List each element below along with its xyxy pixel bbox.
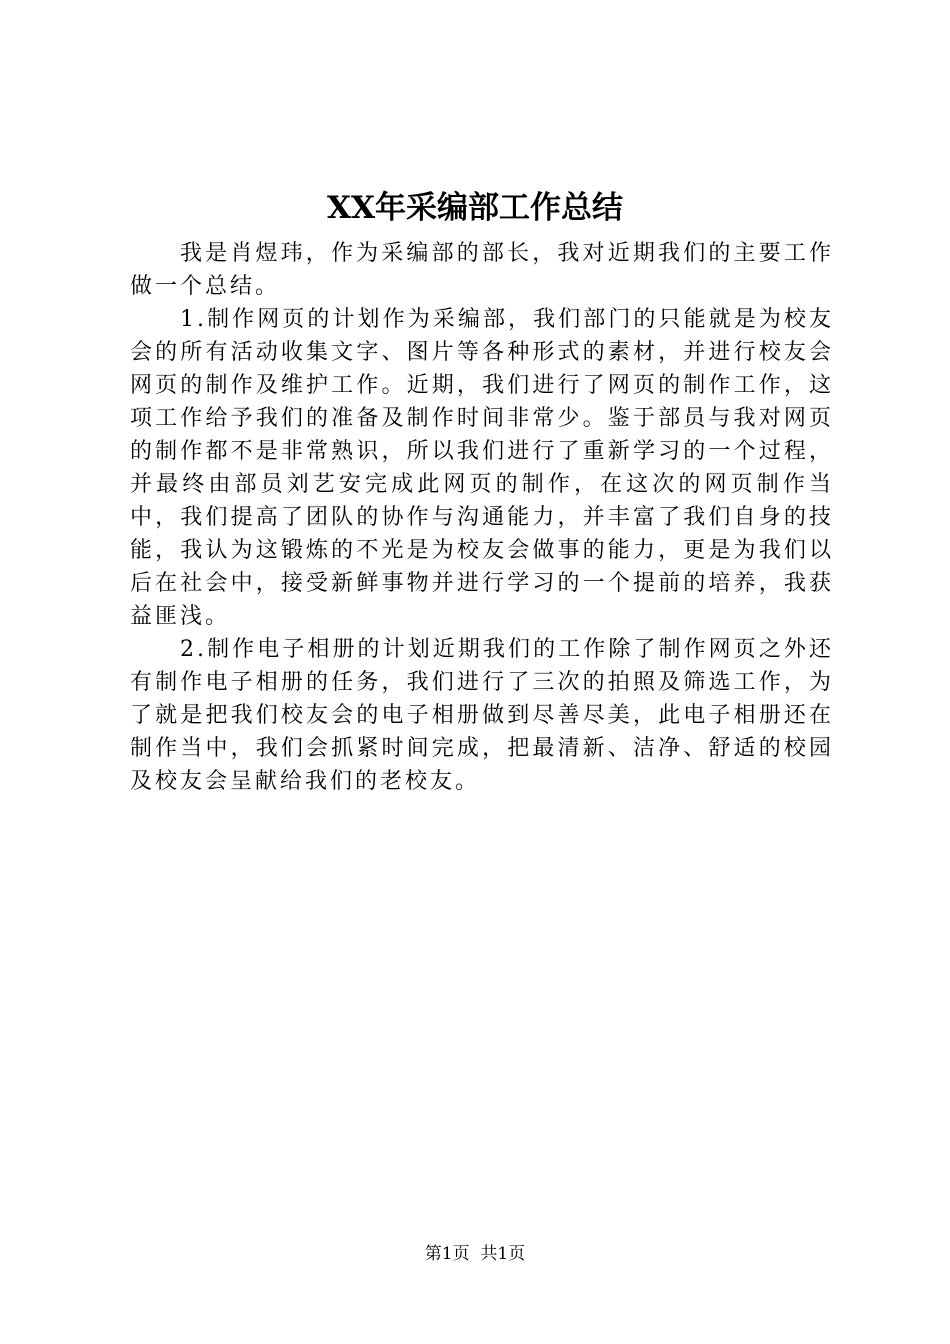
paragraph-webpage-plan: 1.制作网页的计划作为采编部，我们部门的只能就是为校友会的所有活动收集文字、图片等各种形式的素材，并进行校友会网页的制作及维护工作。近期，我们进行了网页的制作工作，这项工作给予我们的准备及制作时间非常少。鉴于部员与我对网页的制作都不是非常熟识，所以我们进行了重新学习的一个过程，并最终由部员刘艺安完成此网页的制作，在这次的网页制作当中，我们提高了团队的协作与沟通能力，并丰富了我们自身的技能，我认为这锻炼的不光是为校友会做事的能力，更是为我们以后在社会中，接受新鲜事物并进行学习的一个提前的培养，我获益匪浅。 — [130, 307, 834, 629]
page-footer: 第1页 共1页 — [424, 1244, 526, 1264]
document-title: XX年采编部工作总结 — [326, 190, 624, 226]
paragraph-photo-album-plan: 2.制作电子相册的计划近期我们的工作除了制作网页之外还有制作电子相册的任务，我们进行了三次的拍照及筛选工作，为了就是把我们校友会的电子相册做到尽善尽美，此电子相册还在制作当中，我们会抓紧时间完成，把最清新、洁净、舒适的校园及校友会呈献给我们的老校友。 — [130, 637, 834, 794]
document-body — [130, 237, 834, 798]
paragraph-intro: 我是肖煜玮，作为采编部的部长，我对近期我们的主要工作做一个总结。 — [130, 241, 834, 299]
